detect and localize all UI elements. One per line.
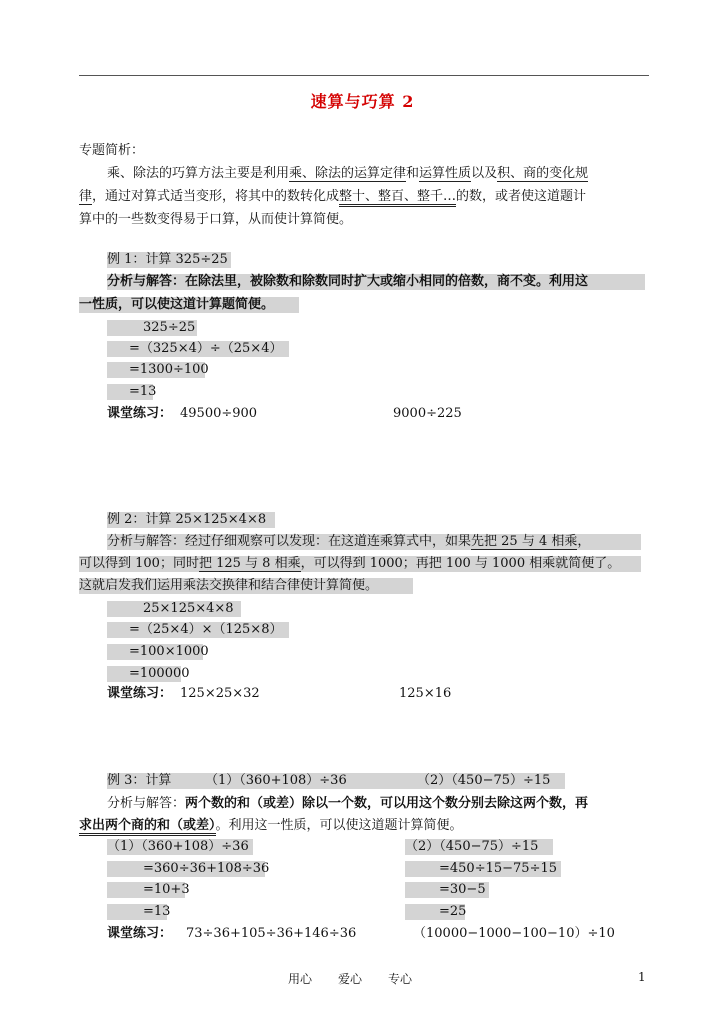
intro-heading: 专题简析：	[79, 143, 145, 158]
example-2-step-3: =100×1000	[107, 644, 203, 660]
footer-motto-3: 专心	[388, 972, 413, 986]
example-1-label: 例 1：计算 325÷25	[107, 252, 231, 268]
example-3-analysis-line-2: 求出两个商的和（或差）。利用这一性质，可以使这道题计算简便。	[79, 818, 463, 834]
example-3-right-step-1: （2）（450−75）÷15	[405, 839, 553, 855]
header-rule	[79, 75, 649, 76]
example-2-practice-label: 课堂练习：	[107, 686, 173, 701]
example-2-step-2: =（25×4）×（125×8）	[107, 622, 289, 638]
intro-line-3: 算中的一些数变得易于口算，从而使计算简便。	[79, 212, 353, 227]
example-1-step-1: 325÷25	[107, 320, 197, 336]
example-1-step-2: =（325×4）÷（25×4）	[107, 341, 289, 357]
page-number: 1	[638, 970, 646, 984]
example-3-practice-2: （10000−1000−100−10）÷10	[413, 926, 615, 941]
example-3-label: 例 3：计算	[107, 773, 172, 788]
example-3-left-step-1: （1）（360+108）÷36	[107, 839, 253, 855]
example-1-step-3: =1300÷100	[107, 362, 205, 378]
example-1-analysis-line-2: 一性质，可以使这道计算题简便。	[79, 297, 299, 313]
example-2-analysis-line-1: 分析与解答：经过仔细观察可以发现：在这道连乘算式中，如果先把 25 与 4 相乘，	[107, 534, 641, 550]
example-3-right-step-3: =30−5	[405, 882, 489, 898]
example-2-practice-1: 125×25×32	[180, 686, 260, 701]
intro-line-2: 律，通过对算式适当变形，将其中的数转化成整十、整百、整千…的数，或者使这道题计	[79, 189, 586, 205]
example-2-analysis-line-2: 可以得到 100；同时把 125 与 8 相乘，可以得到 1000；再把 100 与 1000 相乘就简便了。	[79, 556, 641, 572]
example-1-practice-1: 49500÷900	[180, 406, 258, 421]
example-3-question-2: （2）（450−75）÷15	[417, 773, 551, 788]
footer-motto-2: 爱心	[338, 972, 363, 986]
intro-line-1: 乘、除法的巧算方法主要是利用乘、除法的运算定律和运算性质以及积、商的变化规	[107, 166, 589, 181]
example-3-left-step-3: =10+3	[107, 882, 185, 898]
example-1-analysis-line-1: 分析与解答：在除法里，被除数和除数同时扩大或缩小相同的倍数，商不变。利用这	[107, 274, 645, 290]
example-3-left-step-2: =360÷36+108÷36	[107, 861, 265, 877]
example-2-label: 例 2：计算 25×125×4×8	[107, 512, 275, 528]
example-3-right-step-4: =25	[405, 904, 465, 920]
example-3-analysis-line-1: 分析与解答：两个数的和（或差）除以一个数，可以用这个数分别去除这两个数，再	[107, 796, 589, 811]
example-3-practice-label: 课堂练习：	[107, 926, 173, 941]
example-2-step-1: 25×125×4×8	[107, 601, 241, 617]
example-1-practice-2: 9000÷225	[393, 406, 462, 421]
example-2-step-4: =100000	[107, 666, 181, 682]
example-2-practice-2: 125×16	[399, 686, 452, 701]
example-3-practice-1: 73÷36+105÷36+146÷36	[186, 926, 357, 941]
example-3-question-1: （1）（360+108）÷36	[205, 773, 347, 788]
example-3-right-step-2: =450÷15−75÷15	[405, 861, 561, 877]
example-2-analysis-line-3: 这就启发我们运用乘法交换律和结合律使计算简便。	[79, 578, 413, 594]
example-1-step-4: =13	[107, 384, 153, 400]
example-1-practice-label: 课堂练习：	[107, 406, 173, 421]
example-3-left-step-4: =13	[107, 904, 167, 920]
page-title: 速算与巧算 2	[310, 92, 415, 111]
footer-motto-1: 用心	[288, 972, 313, 986]
